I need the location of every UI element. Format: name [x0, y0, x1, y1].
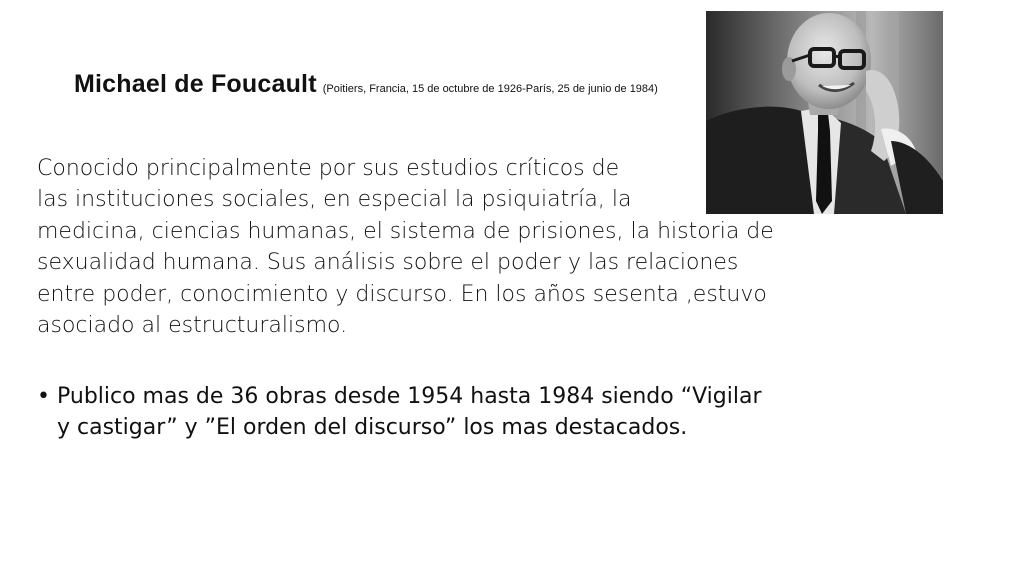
- paragraph-line: las instituciones sociales, en especial la psiquiatría, la: [37, 187, 632, 213]
- bullet-item: [37, 381, 761, 444]
- slide-title: [74, 70, 658, 99]
- title-name: Michael de Foucault: [74, 70, 317, 98]
- title-subtitle: (Poitiers, Francia, 15 de octubre de 1926-París, 25 de junio de 1984): [322, 83, 658, 95]
- paragraph-line: sexualidad humana. Sus análisis sobre el poder y las relaciones: [37, 250, 739, 276]
- paragraph-line: entre poder, conocimiento y discurso. En los años sesenta ,estuvo: [37, 281, 767, 307]
- paragraph-line: Conocido principalmente por sus estudios críticos de: [37, 156, 620, 181]
- paragraph-line: asociado al estructuralismo.: [37, 313, 348, 339]
- bullet-marker: •: [37, 384, 50, 409]
- bullet-line: y castigar” y ”El orden del discurso” los mas destacados.: [57, 415, 688, 441]
- portrait-photo: [706, 11, 943, 214]
- paragraph-line: medicina, ciencias humanas, el sistema de prisiones, la historia de: [37, 218, 774, 244]
- bullet-line: Publico mas de 36 obras desde 1954 hasta 1984 siendo “Vigilar: [57, 384, 762, 409]
- portrait-illustration: [706, 11, 943, 214]
- bullet-text: [57, 381, 761, 444]
- main-paragraph: [37, 153, 774, 341]
